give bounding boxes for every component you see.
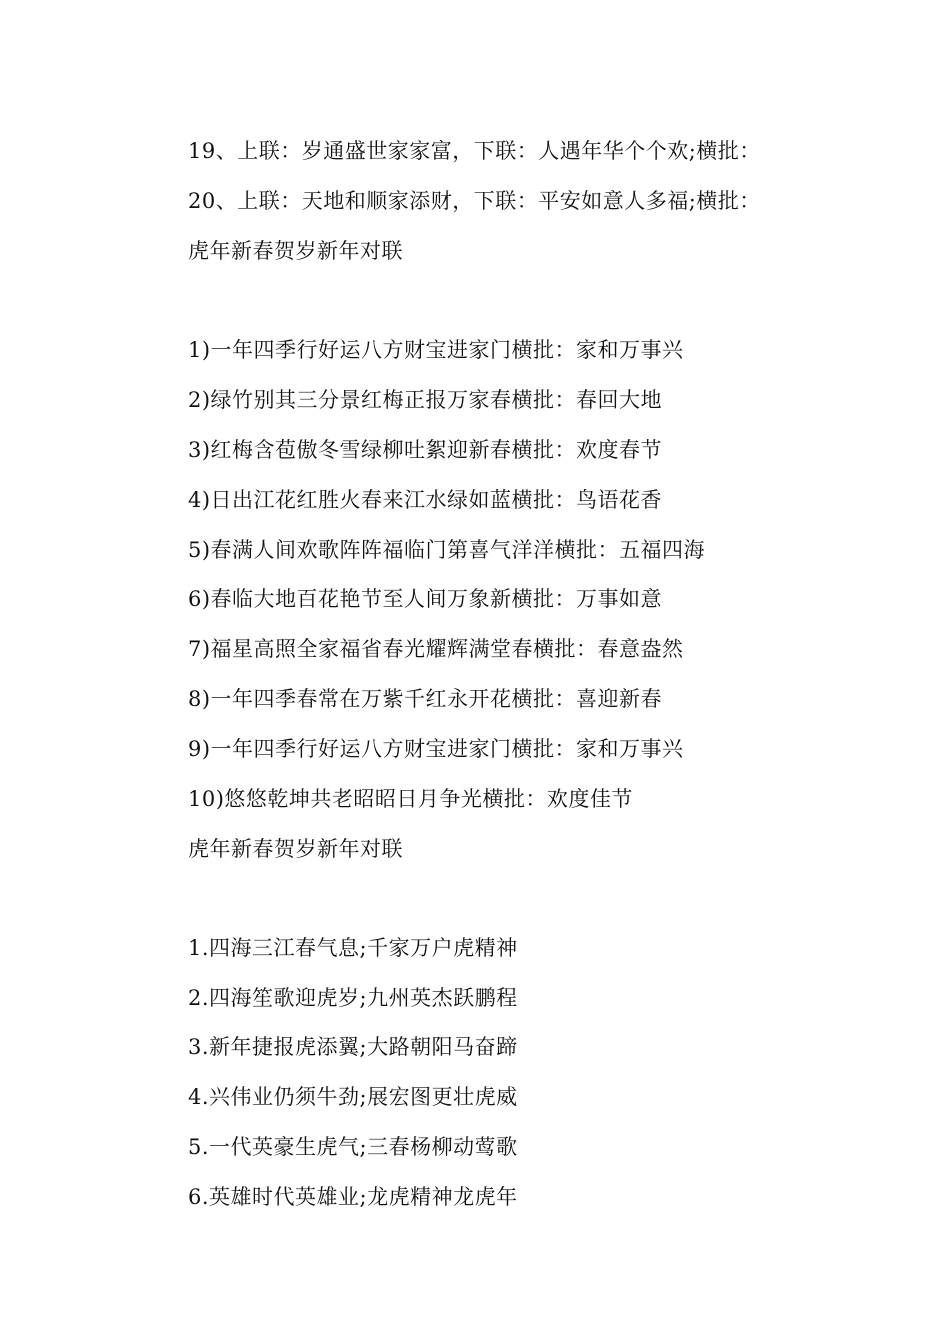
couplet-item: 8)一年四季春常在万紫千红永开花横批：喜迎新春 xyxy=(188,687,663,711)
intro-line-20: 20、上联：天地和顺家添财，下联：平安如意人多福;横批： xyxy=(188,189,761,213)
couplet-item: 5)春满人间欢歌阵阵福临门第喜气洋洋横批：五福四海 xyxy=(188,538,706,562)
couplet-item: 6)春临大地百花艳节至人间万象新横批：万事如意 xyxy=(188,587,663,611)
couplet-item: 1.四海三江春气息;千家万户虎精神 xyxy=(188,936,518,960)
section-heading: 虎年新春贺岁新年对联 xyxy=(188,837,403,861)
couplet-item: 10)悠悠乾坤共老昭昭日月争光横批：欢度佳节 xyxy=(188,787,633,811)
couplet-item: 3.新年捷报虎添翼;大路朝阳马奋蹄 xyxy=(188,1035,518,1059)
section-heading: 虎年新春贺岁新年对联 xyxy=(188,239,403,263)
couplet-item: 9)一年四季行好运八方财宝进家门横批：家和万事兴 xyxy=(188,737,684,761)
couplet-item: 2)绿竹别其三分景红梅正报万家春横批：春回大地 xyxy=(188,388,663,412)
couplet-item: 7)福星高照全家福省春光耀辉满堂春横批：春意盎然 xyxy=(188,637,684,661)
couplet-item: 4)日出江花红胜火春来江水绿如蓝横批：鸟语花香 xyxy=(188,488,663,512)
couplet-item: 4.兴伟业仍须牛劲;展宏图更壮虎威 xyxy=(188,1085,518,1109)
couplet-item: 1)一年四季行好运八方财宝进家门横批：家和万事兴 xyxy=(188,338,684,362)
couplet-item: 5.一代英豪生虎气;三春杨柳动莺歌 xyxy=(188,1135,518,1159)
couplet-item: 3)红梅含苞傲冬雪绿柳吐絮迎新春横批：欢度春节 xyxy=(188,438,663,462)
intro-line-19: 19、上联：岁通盛世家家富，下联：人遇年华个个欢;横批： xyxy=(188,139,761,163)
couplet-item: 6.英雄时代英雄业;龙虎精神龙虎年 xyxy=(188,1185,518,1209)
couplet-item: 2.四海笙歌迎虎岁;九州英杰跃鹏程 xyxy=(188,986,518,1010)
